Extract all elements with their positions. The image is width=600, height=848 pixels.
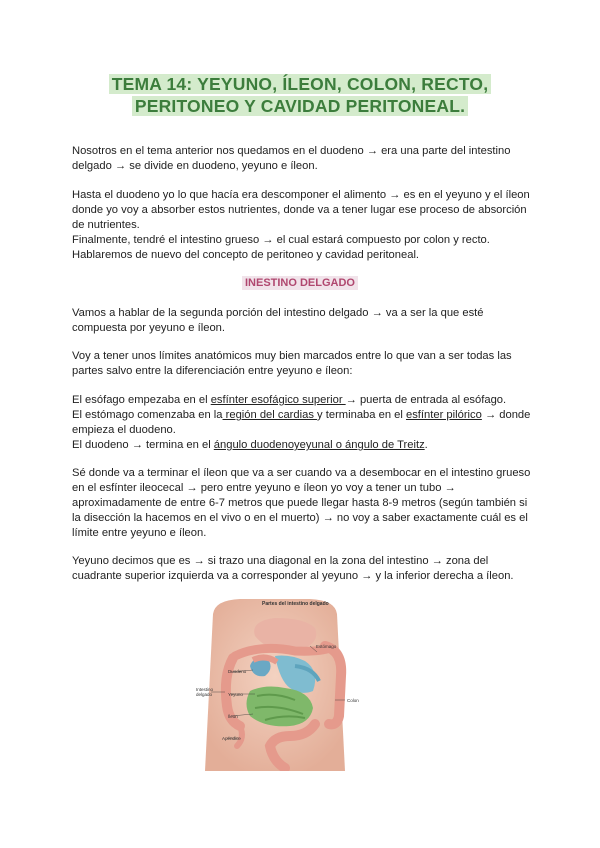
intro-paragraph-1: Nosotros en el tema anterior nos quedamos en el duodeno → era una parte del intestino delgado → se divide en duodeno, yeyuno e íleon.	[72, 145, 511, 172]
small-intestine-illustration	[195, 596, 355, 771]
limit-duodeno: El duodeno → termina en el ángulo duodenoyeyunal o ángulo de Treitz.	[72, 439, 428, 451]
section-heading: INESTINO DELGADO	[0, 277, 600, 289]
intro-paragraph-3: Finalmente, tendré el intestino grueso → el cual estará compuesto por colon y recto.	[72, 234, 490, 246]
limit-estomago: El estómago comenzaba en la región del cardias y terminaba en el esfínter pilórico → donde empieza el duodeno.	[72, 409, 531, 436]
body-paragraph-2: Voy a tener unos límites anatómicos muy bien marcados entre lo que van a ser todas las partes salvo entre la diferenciación entre yeyuno e íleon:	[72, 350, 512, 377]
label-apendice: Apéndice	[222, 736, 241, 741]
label-yeyuno: Yeyuno	[228, 692, 243, 697]
label-duodeno: Duodeno	[228, 669, 247, 674]
intro-paragraph-2: Hasta el duodeno yo lo que hacía era descomponer el alimento → es en el yeyuno y el íleon donde yo voy a absorber estos nutrientes, donde va a tener lugar ese proceso de absorción de nutrientes. Finalmente, tendré el intestino grueso → el cual estará compuesto por colon y recto. Hablaremos de nuevo del concepto de peritoneo y cavidad peritoneal.	[72, 188, 534, 263]
body-paragraph-3: Sé donde va a terminar el íleon que va a ser cuando va a desembocar en el intestino grueso en el esfínter ileocecal → pero entre yeyuno e íleon yo voy a tener un tubo → aproximadamente de entre 6-7 metros que puede llegar hasta 8-9 metros (según también si la disección la hacemos en el vivo o en el muerto) → no voy a saber exactamente cuál es el límite entre yeyuno e íleon.	[72, 467, 531, 539]
label-colon: Colon	[347, 698, 359, 703]
page-title-line-2: PERITONEO Y CAVIDAD PERITONEAL.	[0, 96, 600, 117]
label-ileon: Íleon	[228, 714, 238, 719]
label-estomago: Estómago	[316, 644, 337, 649]
body-paragraph-1: Vamos a hablar de la segunda porción del intestino delgado → va a ser la que esté compuesta por yeyuno e íleon.	[72, 307, 484, 334]
label-intestino-delgado: Intestino delgado	[196, 687, 214, 697]
body-paragraph-4: Yeyuno decimos que es → si trazo una diagonal en la zona del intestino → zona del cuadrante superior izquierda va a corresponder al yeyuno → y la inferior derecha a íleon.	[72, 555, 514, 582]
limit-esofago: El esófago empezaba en el esfínter esofágico superior → puerta de entrada al esófago.	[72, 394, 507, 406]
intro-paragraph-4: Hablaremos de nuevo del concepto de peritoneo y cavidad peritoneal.	[72, 249, 420, 261]
page-title-line-1: TEMA 14: YEYUNO, ÍLEON, COLON, RECTO,	[0, 74, 600, 95]
figure-title: Partes del intestino delgado	[262, 601, 329, 607]
limits-list	[72, 393, 534, 453]
